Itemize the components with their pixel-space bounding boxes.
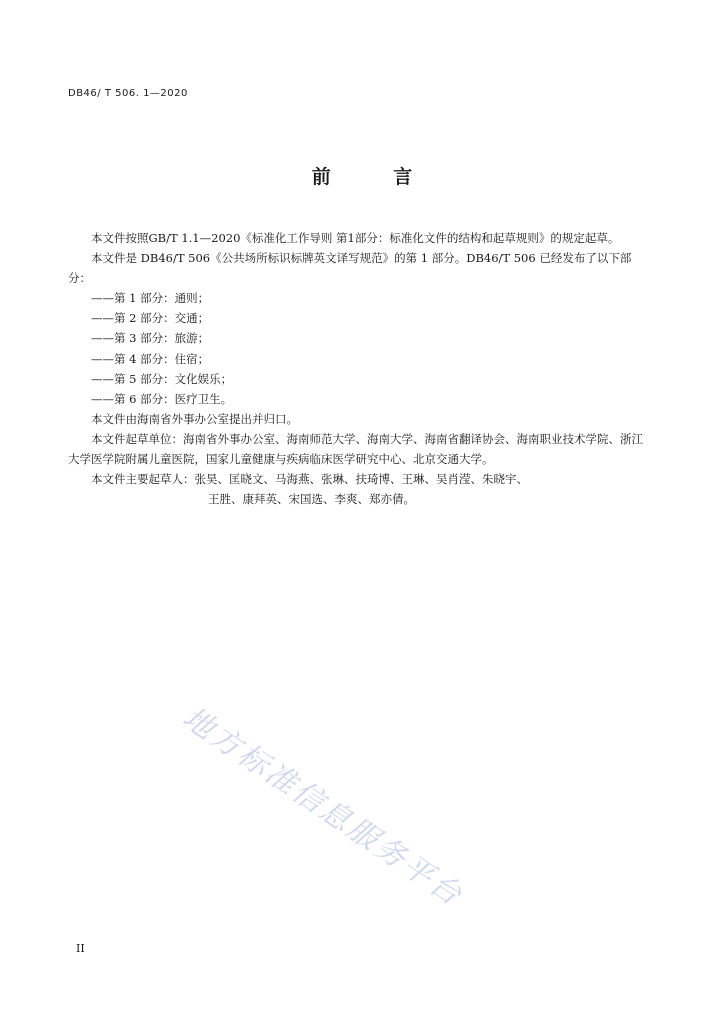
list-item: ——第 6 部分：医疗卫生。	[91, 391, 233, 406]
watermark: 地方标准信息服务平台	[176, 700, 470, 914]
paragraph-drafters: 本文件主要起草人：张昊、匡晓文、马海燕、张琳、扶琦博、王琳、吴肖滢、朱晓宇、	[91, 472, 528, 487]
page-number: II	[76, 942, 85, 955]
list-item: ——第 1 部分：通则；	[91, 291, 210, 306]
foreword-body	[68, 228, 644, 509]
list-item: ——第 2 部分：交通；	[91, 311, 210, 326]
list-item: ——第 4 部分：住宿；	[91, 351, 210, 366]
paragraph-drafters-continued: 王胜、康拜英、宋国选、李爽、郑亦倩。	[208, 492, 415, 507]
standard-code: DB46/ T 506. 1—2020	[68, 88, 188, 99]
paragraph-series-intro: 本文件是 DB46/T 506《公共场所标识标牌英文译写规范》的第 1 部分。DB46/T 506 已经发布了以下部分：	[68, 251, 632, 286]
list-item: ——第 3 部分：旅游；	[91, 331, 210, 346]
list-item: ——第 5 部分：文化娱乐；	[91, 371, 233, 386]
page-title: 前 言	[311, 166, 441, 188]
paragraph-drafting-rules: 本文件按照GB/T 1.1—2020《标准化工作导则 第1部分：标准化文件的结构和起草规则》的规定起草。	[91, 231, 620, 245]
paragraph-proposer: 本文件由海南省外事办公室提出并归口。	[91, 411, 298, 426]
paragraph-drafting-units: 本文件起草单位：海南省外事办公室、海南师范大学、海南大学、海南省翻译协会、海南职业技术学院、浙江大学医学院附属儿童医院，国家儿童健康与疾病临床医学研究中心、北京交通大学。	[68, 431, 643, 467]
